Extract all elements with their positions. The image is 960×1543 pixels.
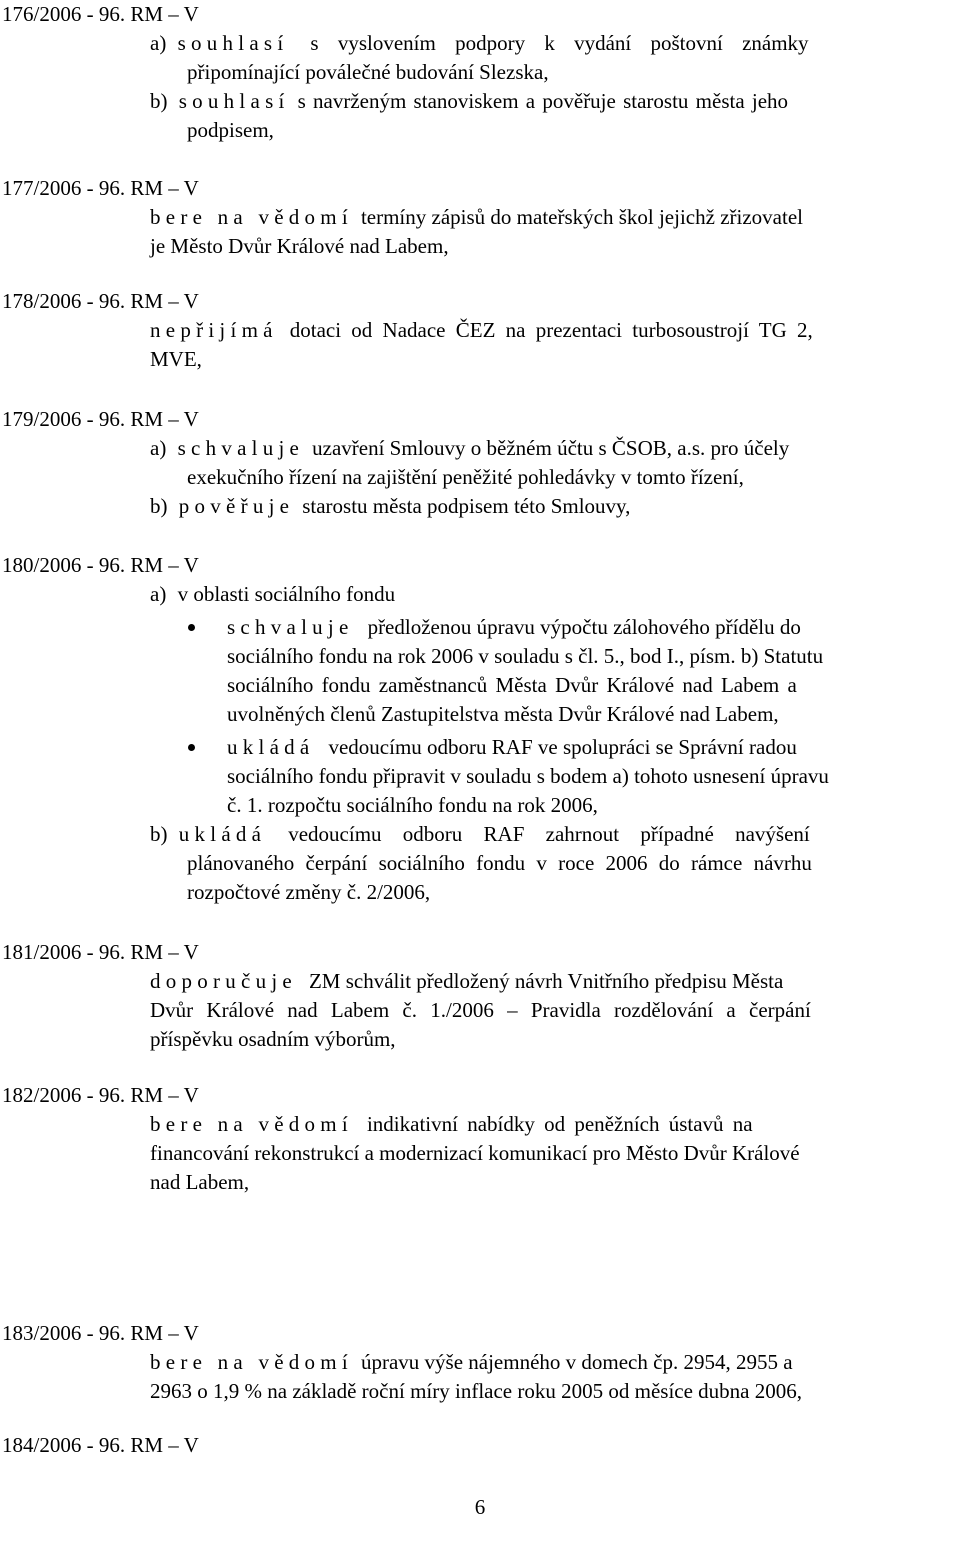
resolution-verb: u k l á d á (227, 735, 310, 759)
resolution-line: MVE, (150, 347, 202, 371)
bullet-icon (188, 624, 195, 631)
resolution-line: příspěvku osadním výborům, (150, 1027, 396, 1051)
resolution-verb: s c h v a l u j e (177, 436, 299, 460)
resolution-line: plánovaného čerpání sociálního fondu v roce 2006 do rámce návrhu (187, 851, 812, 875)
resolution-heading: 183/2006 - 96. RM – V (2, 1321, 199, 1345)
resolution-verb: s c h v a l u j e (227, 615, 349, 639)
resolution-line (150, 1110, 753, 1139)
resolution-text: dotaci od Nadace ČEZ na prezentaci turbosoustrojí TG 2, (289, 318, 813, 342)
resolution-line: č. 1. rozpočtu sociálního fondu na rok 2006, (227, 793, 598, 817)
resolution-heading: 179/2006 - 96. RM – V (2, 407, 199, 431)
resolution-text: s vyslovením podpory k vydání poštovní známky (310, 31, 809, 55)
resolution-line: nad Labem, (150, 1170, 250, 1194)
resolution-heading: 184/2006 - 96. RM – V (2, 1433, 199, 1457)
resolution-verb: d o p o r u č u j e (150, 969, 292, 993)
resolution-verb: b e r e n a v ě d o m í (150, 1112, 348, 1136)
resolution-line (227, 733, 797, 762)
resolution-heading: 177/2006 - 96. RM – V (2, 176, 199, 200)
resolution-line: sociálního fondu připravit v souladu s bodem a) tohoto usnesení úpravu (227, 764, 829, 788)
resolution-heading: 178/2006 - 96. RM – V (2, 289, 199, 313)
resolution-line (150, 580, 395, 609)
resolution-heading: 182/2006 - 96. RM – V (2, 1083, 199, 1107)
resolution-line (150, 29, 958, 58)
resolution-text: indikativní nabídky od peněžních ústavů na (366, 1112, 753, 1136)
resolution-verb: b e r e n a v ě d o m í (150, 205, 348, 229)
item-label: a) (150, 582, 167, 606)
bullet-icon (188, 744, 195, 751)
resolution-line: připomínající poválečné budování Slezska, (187, 60, 549, 84)
resolution-line (150, 1348, 793, 1377)
resolution-line: 2963 o 1,9 % na základě roční míry inflace roku 2005 od měsíce dubna 2006, (150, 1379, 802, 1403)
resolution-text: starostu města podpisem této Smlouvy, (302, 494, 631, 518)
resolution-text: vedoucímu odboru RAF ve spolupráci se Správní radou (328, 735, 797, 759)
resolution-line (227, 613, 801, 642)
resolution-text: úpravu výše nájemného v domech čp. 2954, 2955 a (360, 1350, 793, 1374)
resolution-heading: 181/2006 - 96. RM – V (2, 940, 199, 964)
resolution-verb: u k l á d á (178, 822, 261, 846)
resolution-text: ZM schválit předložený návrh Vnitřního předpisu Města (308, 969, 784, 993)
resolution-line (150, 967, 783, 996)
resolution-line: uvolněných členů Zastupitelstva města Dvůr Králové nad Labem, (227, 702, 779, 726)
resolution-heading: 176/2006 - 96. RM – V (2, 2, 199, 26)
resolution-line: sociálního fondu na rok 2006 v souladu s čl. 5., bod I., písm. b) Statutu (227, 644, 824, 668)
resolution-line (150, 87, 958, 116)
resolution-verb: s o u h l a s í (177, 31, 284, 55)
resolution-line: sociálního fondu zaměstnanců Města Dvůr Králové nad Labem a (227, 673, 797, 697)
resolution-line (150, 492, 630, 521)
resolution-verb: n e p ř i j í m á (150, 318, 273, 342)
resolution-heading: 180/2006 - 96. RM – V (2, 553, 199, 577)
resolution-verb: s o u h l a s í (178, 89, 285, 113)
resolution-line (150, 434, 789, 463)
item-label: b) (150, 89, 168, 113)
page-number: 6 (474, 1495, 486, 1519)
item-label: a) (150, 31, 167, 55)
resolution-line (150, 820, 810, 849)
resolution-text: vedoucímu odboru RAF zahrnout případné navýšení (288, 822, 810, 846)
resolution-line (150, 316, 813, 345)
resolution-text: předloženou úpravu výpočtu zálohového přídělu do (367, 615, 801, 639)
item-label: a) (150, 436, 167, 460)
resolution-verb: p o v ě ř u j e (178, 494, 289, 518)
resolution-line: financování rekonstrukcí a modernizací komunikací pro Město Dvůr Králové (150, 1141, 800, 1165)
resolution-line: exekučního řízení na zajištění peněžité pohledávky v tomto řízení, (187, 465, 744, 489)
resolution-text: v oblasti sociálního fondu (177, 582, 396, 606)
resolution-line (150, 203, 803, 232)
resolution-text: s navrženým stanoviskem a pověřuje starostu města jeho (297, 89, 789, 113)
resolution-text: uzavření Smlouvy o běžném účtu s ČSOB, a.s. pro účely (312, 436, 790, 460)
resolution-verb: b e r e n a v ě d o m í (150, 1350, 348, 1374)
item-label: b) (150, 494, 168, 518)
resolution-line: rozpočtové změny č. 2/2006, (187, 880, 431, 904)
resolution-text: termíny zápisů do mateřských škol jejichž zřizovatel (360, 205, 803, 229)
resolution-line: Dvůr Králové nad Labem č. 1./2006 – Pravidla rozdělování a čerpání (150, 998, 811, 1022)
item-label: b) (150, 822, 168, 846)
resolution-line: podpisem, (187, 118, 274, 142)
resolution-line: je Město Dvůr Králové nad Labem, (150, 234, 449, 258)
